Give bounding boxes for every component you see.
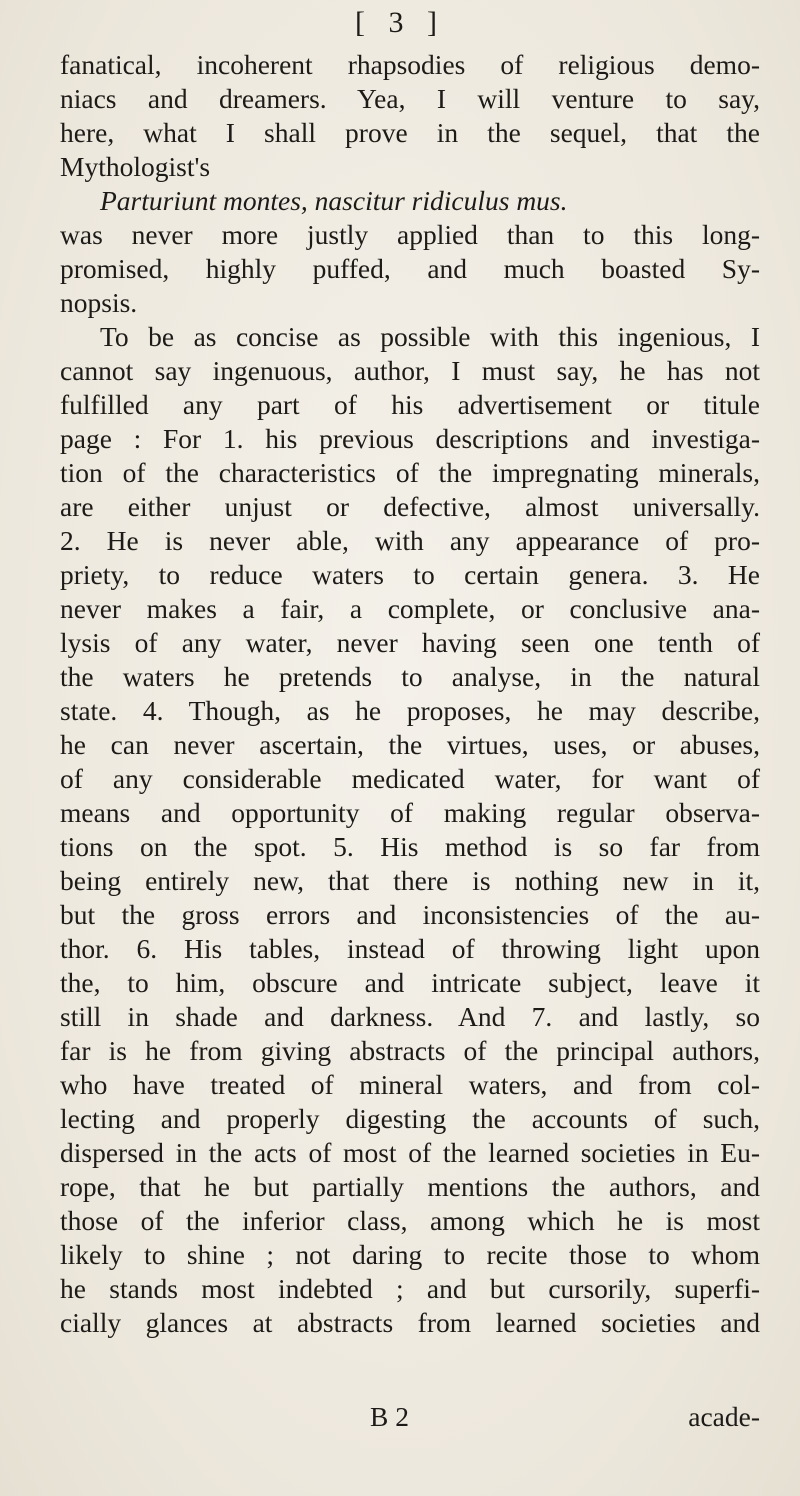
text-line: page : For 1. his previous descriptions and investiga- — [60, 423, 760, 454]
body-text — [60, 48, 760, 1340]
page-number: [ 3 ] — [355, 6, 445, 39]
text-line: cially glances at abstracts from learned societies and — [60, 1307, 760, 1338]
text-line: niacs and dreamers. Yea, I will venture to say, — [60, 83, 760, 114]
text-line: tion of the characteristics of the impregnating minerals, — [60, 457, 760, 488]
text-line: the, to him, obscure and intricate subject, leave it — [60, 967, 760, 998]
text-line: promised, highly puffed, and much boasted Sy- — [60, 253, 760, 284]
text-line: 2. He is never able, with any appearance of pro- — [60, 525, 760, 556]
text-line: those of the inferior class, among which he is most — [60, 1205, 760, 1236]
text-line: thor. 6. His tables, instead of throwing light upon — [60, 933, 760, 964]
text-line: state. 4. Though, as he proposes, he may describe, — [60, 695, 760, 726]
text-line: lecting and properly digesting the accounts of such, — [60, 1103, 760, 1134]
text-line: rope, that he but partially mentions the authors, and — [60, 1171, 760, 1202]
text-line: never makes a fair, a complete, or conclusive ana- — [60, 593, 760, 624]
text-line: fulfilled any part of his advertisement or titule — [60, 389, 760, 420]
text-line: To be as concise as possible with this ingenious, I — [100, 321, 760, 352]
text-line: means and opportunity of making regular observa- — [60, 797, 760, 828]
text-line: priety, to reduce waters to certain genera. 3. He — [60, 559, 760, 590]
text-line: of any considerable medicated water, for want of — [60, 763, 760, 794]
text-line: nopsis. — [60, 287, 138, 318]
text-line: but the gross errors and inconsistencies of the au- — [60, 899, 760, 930]
text-line: cannot say ingenuous, author, I must say, he has not — [60, 355, 760, 386]
text-line: here, what I shall prove in the sequel, that the — [60, 117, 760, 148]
text-line: Mythologist's — [60, 151, 211, 182]
latin-quotation: Parturiunt montes, nascitur ridiculus mus. — [100, 185, 568, 216]
text-line: lysis of any water, never having seen one tenth of — [60, 627, 760, 658]
catchword: acade- — [688, 1401, 760, 1432]
text-line: he can never ascertain, the virtues, uses, or abuses, — [60, 729, 760, 760]
text-line: who have treated of mineral waters, and from col- — [60, 1069, 760, 1100]
text-line: he stands most indebted ; and but cursorily, superfi- — [60, 1273, 760, 1304]
text-line: far is he from giving abstracts of the principal authors, — [60, 1035, 760, 1066]
text-line: dispersed in the acts of most of the learned societies in Eu- — [60, 1137, 760, 1168]
text-line: was never more justly applied than to this long- — [60, 219, 760, 250]
text-line: likely to shine ; not daring to recite those to whom — [60, 1239, 760, 1270]
text-line: the waters he pretends to analyse, in the natural — [60, 661, 760, 692]
signature-mark: B 2 — [370, 1401, 409, 1432]
text-line: being entirely new, that there is nothing new in it, — [60, 865, 760, 896]
text-line: still in shade and darkness. And 7. and lastly, so — [60, 1001, 760, 1032]
text-line: are either unjust or defective, almost universally. — [60, 491, 760, 522]
text-line: fanatical, incoherent rhapsodies of religious demo- — [60, 49, 760, 80]
text-line: tions on the spot. 5. His method is so far from — [60, 831, 760, 862]
page-footer — [60, 1400, 760, 1434]
